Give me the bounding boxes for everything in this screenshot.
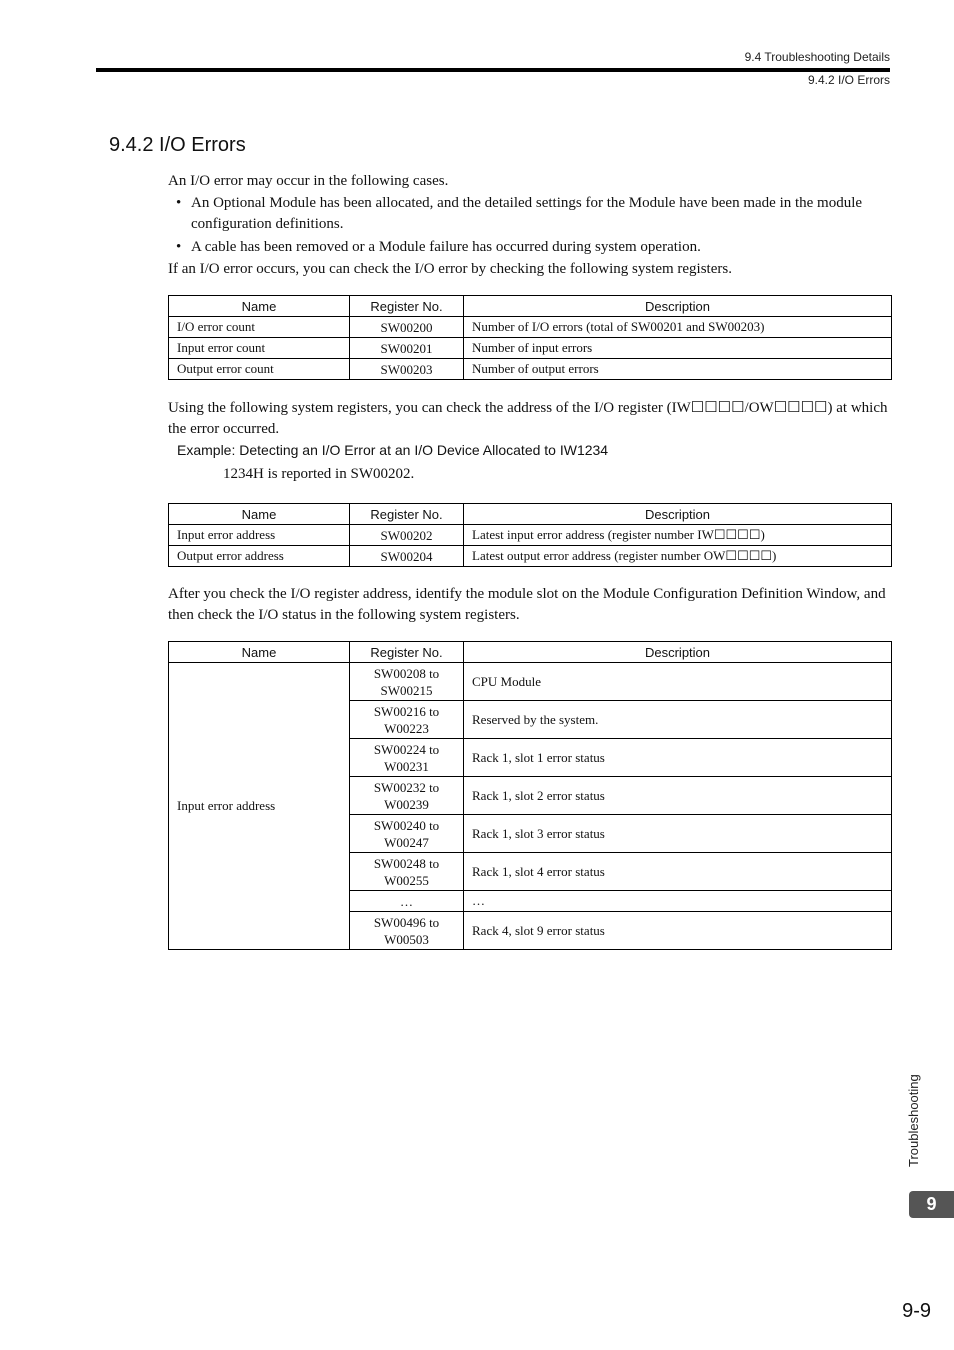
cell-register: … — [350, 891, 464, 912]
cell-register: SW00203 — [350, 359, 464, 380]
cell-description: Rack 4, slot 9 error status — [464, 912, 892, 950]
cell-description: Number of input errors — [464, 338, 892, 359]
error-count-table — [168, 295, 892, 380]
header-name: Name — [169, 296, 350, 317]
table-header-row — [169, 296, 892, 317]
cell-name: Output error address — [169, 546, 350, 567]
cell-description: Number of I/O errors (total of SW00201 and SW00203) — [464, 317, 892, 338]
cell-description: … — [464, 891, 892, 912]
error-address-table — [168, 503, 892, 567]
bullet-text: A cable has been removed or a Module failure has occurred during system operation. — [191, 239, 701, 255]
cell-description: Reserved by the system. — [464, 701, 892, 739]
cell-description: CPU Module — [464, 663, 892, 701]
cell-description: Rack 1, slot 4 error status — [464, 853, 892, 891]
cell-name: Input error address — [169, 663, 350, 950]
page-number: 9-9 — [902, 1300, 931, 1322]
cell-register: SW00202 — [350, 525, 464, 546]
header-description: Description — [464, 296, 892, 317]
slot-text: After you check the I/O register address, identify the module slot on the Module Configuration Definition Window, and then check the I/O status in the following system registers. — [168, 586, 886, 623]
cell-description: Latest input error address (register number IW☐☐☐☐) — [464, 525, 892, 546]
cell-description: Rack 1, slot 1 error status — [464, 739, 892, 777]
table-row — [169, 338, 892, 359]
chapter-side-label: Troubleshooting — [906, 1074, 921, 1167]
section-title: 9.4.2 I/O Errors — [109, 134, 246, 156]
running-header-subsection: 9.4.2 I/O Errors — [807, 73, 890, 87]
check-text: If an I/O error occurs, you can check the I/O error by checking the following system registers. — [168, 261, 732, 277]
cell-name: Input error address — [169, 525, 350, 546]
cell-name: I/O error count — [169, 317, 350, 338]
table-row — [169, 317, 892, 338]
table-row — [169, 359, 892, 380]
cell-register: SW00204 — [350, 546, 464, 567]
running-header-section: 9.4 Troubleshooting Details — [744, 50, 890, 64]
header-name: Name — [169, 642, 350, 663]
cell-description: Rack 1, slot 2 error status — [464, 777, 892, 815]
example-title: Example: Detecting an I/O Error at an I/O Device Allocated to IW1234 — [177, 442, 609, 458]
header-name: Name — [169, 504, 350, 525]
cell-register: SW00248 to W00255 — [350, 853, 464, 891]
chapter-tab: 9 — [909, 1191, 954, 1218]
bullet-text: An Optional Module has been allocated, and the detailed settings for the Module have been made in the module configuration definitions. — [191, 195, 863, 232]
header-rule — [96, 68, 890, 72]
bullet-dot: • — [176, 195, 182, 211]
cell-description: Latest output error address (register number OW☐☐☐☐) — [464, 546, 892, 567]
table-row — [169, 525, 892, 546]
intro-text: An I/O error may occur in the following cases. — [168, 173, 449, 189]
cell-register: SW00216 to W00223 — [350, 701, 464, 739]
example-detail: 1234H is reported in SW00202. — [223, 466, 415, 482]
header-register: Register No. — [350, 642, 464, 663]
cell-register: SW00496 to W00503 — [350, 912, 464, 950]
address-text: Using the following system registers, you can check the address of the I/O register (IW☐☐☐☐/OW☐☐☐☐) at which the error occurred. — [168, 400, 888, 437]
cell-name: Output error count — [169, 359, 350, 380]
header-register: Register No. — [350, 296, 464, 317]
bullet-item-1 — [176, 193, 890, 235]
cell-register: SW00224 to W00231 — [350, 739, 464, 777]
bullet-dot: • — [176, 239, 182, 255]
table-row — [169, 663, 892, 701]
cell-register: SW00232 to W00239 — [350, 777, 464, 815]
cell-register: SW00208 to SW00215 — [350, 663, 464, 701]
cell-register: SW00240 to W00247 — [350, 815, 464, 853]
header-description: Description — [464, 504, 892, 525]
cell-description: Rack 1, slot 3 error status — [464, 815, 892, 853]
cell-register: SW00200 — [350, 317, 464, 338]
cell-register: SW00201 — [350, 338, 464, 359]
bullet-item-2 — [176, 237, 890, 258]
table-header-row — [169, 642, 892, 663]
table-header-row — [169, 504, 892, 525]
cell-name: Input error count — [169, 338, 350, 359]
header-register: Register No. — [350, 504, 464, 525]
table-row — [169, 546, 892, 567]
slot-status-table — [168, 641, 892, 950]
header-description: Description — [464, 642, 892, 663]
cell-description: Number of output errors — [464, 359, 892, 380]
